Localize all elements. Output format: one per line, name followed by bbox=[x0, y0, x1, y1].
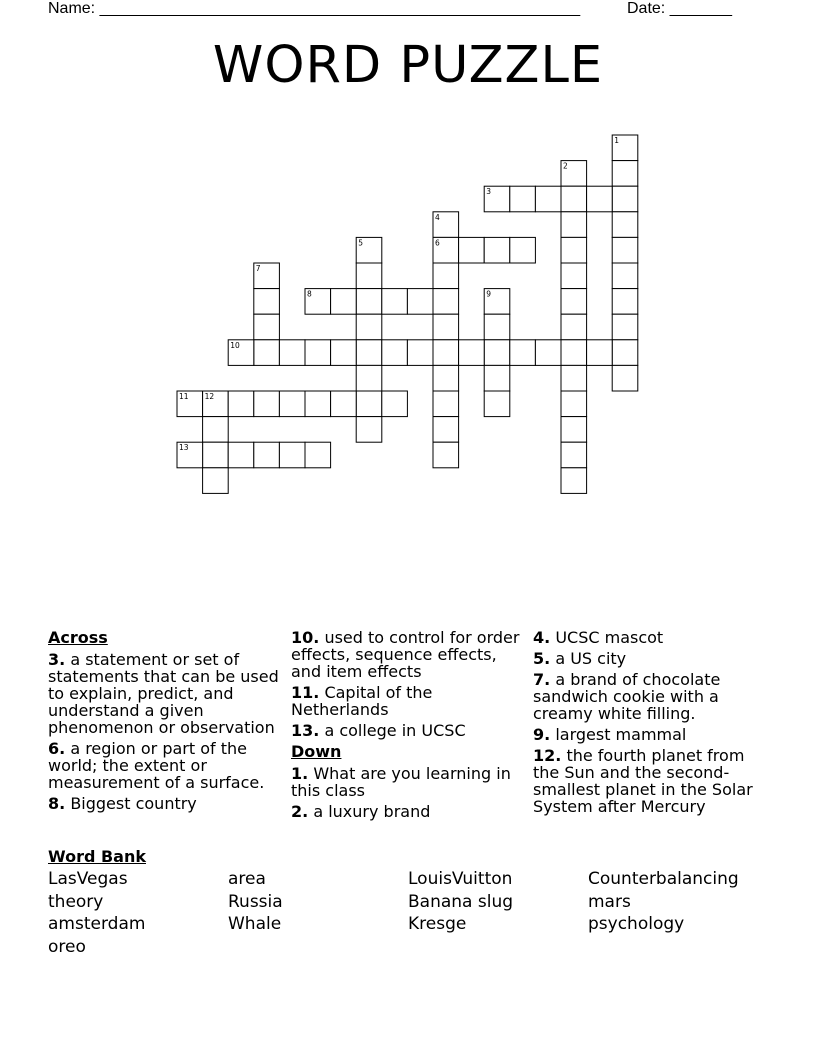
word-bank-item: LouisVuitton bbox=[408, 869, 513, 889]
grid-cell[interactable] bbox=[484, 391, 510, 417]
clue-text: a college in UCSC bbox=[324, 721, 466, 740]
clue-number: 13. bbox=[291, 721, 320, 740]
grid-cell[interactable] bbox=[305, 340, 331, 366]
grid-cell[interactable] bbox=[305, 391, 331, 417]
word-bank-item: psychology bbox=[588, 914, 685, 934]
clue-text: Capital of the Netherlands bbox=[291, 683, 433, 719]
clue-number: 12. bbox=[533, 746, 562, 765]
clue-down-5 bbox=[533, 650, 769, 667]
grid-cell[interactable] bbox=[510, 186, 536, 212]
clue-across-11 bbox=[291, 684, 527, 718]
grid-number: 8 bbox=[307, 289, 312, 299]
clue-across-10 bbox=[291, 629, 527, 680]
grid-cell[interactable] bbox=[356, 391, 382, 417]
word-bank-item: Counterbalancing bbox=[588, 869, 739, 889]
clue-text: a luxury brand bbox=[313, 802, 431, 821]
grid-cell[interactable] bbox=[407, 289, 433, 315]
word-bank-item: mars bbox=[588, 891, 631, 912]
grid-cell[interactable] bbox=[356, 314, 382, 340]
clue-number: 11. bbox=[291, 683, 320, 702]
word-bank-item: Russia bbox=[228, 891, 283, 912]
clue-number: 3. bbox=[48, 650, 66, 669]
down-heading: Down bbox=[291, 742, 342, 761]
grid-cell[interactable] bbox=[305, 442, 331, 468]
clue-text: a US city bbox=[555, 649, 627, 668]
word-bank-item: Whale bbox=[228, 914, 282, 934]
clues-column-1 bbox=[48, 629, 284, 816]
grid-cell[interactable] bbox=[356, 263, 382, 289]
clue-across-8 bbox=[48, 795, 284, 812]
grid-cell[interactable] bbox=[612, 186, 638, 212]
grid-cell[interactable] bbox=[228, 391, 254, 417]
clue-text: the fourth planet from the Sun and the second-smallest planet in the Solar System after Mercury bbox=[533, 746, 753, 816]
clue-number: 10. bbox=[291, 628, 320, 647]
clue-number: 8. bbox=[48, 794, 66, 813]
word-bank-item: Kresge bbox=[408, 914, 467, 934]
word-bank-list bbox=[48, 870, 768, 957]
grid-cell[interactable] bbox=[612, 161, 638, 187]
word-bank-heading: Word Bank bbox=[48, 847, 147, 866]
grid-cell[interactable] bbox=[612, 340, 638, 366]
clue-text: a region or part of the world; the extent or measurement of a surface. bbox=[48, 739, 265, 792]
clue-number: 4. bbox=[533, 628, 551, 647]
grid-cell[interactable] bbox=[561, 314, 587, 340]
clue-number: 1. bbox=[291, 764, 309, 783]
grid-cell[interactable] bbox=[433, 417, 459, 443]
grid-cell[interactable] bbox=[510, 237, 536, 263]
grid-cell[interactable] bbox=[459, 237, 485, 263]
grid-cell[interactable] bbox=[612, 289, 638, 315]
grid-cell[interactable] bbox=[433, 365, 459, 391]
grid-cell[interactable] bbox=[254, 391, 280, 417]
clue-text: UCSC mascot bbox=[555, 628, 664, 647]
grid-cell[interactable] bbox=[612, 263, 638, 289]
grid-cell[interactable] bbox=[407, 340, 433, 366]
word-bank-item: area bbox=[228, 869, 266, 889]
grid-cell[interactable] bbox=[433, 289, 459, 315]
clue-text: Biggest country bbox=[70, 794, 197, 813]
grid-cell[interactable] bbox=[561, 442, 587, 468]
grid-cell[interactable] bbox=[535, 186, 561, 212]
grid-cell[interactable] bbox=[356, 289, 382, 315]
word-bank-item: Banana slug bbox=[408, 891, 514, 912]
grid-cell[interactable] bbox=[612, 212, 638, 238]
clue-number: 9. bbox=[533, 725, 551, 744]
grid-number: 2 bbox=[563, 161, 568, 171]
word-bank-item: amsterdam bbox=[48, 914, 146, 934]
grid-cell[interactable] bbox=[279, 391, 305, 417]
grid-cell[interactable] bbox=[561, 340, 587, 366]
grid-cell[interactable] bbox=[459, 340, 485, 366]
grid-number: 5 bbox=[358, 238, 363, 248]
grid-cell[interactable] bbox=[612, 237, 638, 263]
grid-cell[interactable] bbox=[382, 289, 408, 315]
grid-number: 9 bbox=[486, 289, 491, 299]
clue-across-13 bbox=[291, 722, 527, 739]
grid-cell[interactable] bbox=[484, 365, 510, 391]
grid-cell[interactable] bbox=[331, 391, 357, 417]
grid-cell[interactable] bbox=[356, 417, 382, 443]
grid-cell[interactable] bbox=[203, 417, 229, 443]
clue-number: 5. bbox=[533, 649, 551, 668]
grid-cell[interactable] bbox=[433, 314, 459, 340]
grid-cell[interactable] bbox=[254, 340, 280, 366]
grid-number: 10 bbox=[230, 340, 240, 350]
grid-cell[interactable] bbox=[433, 391, 459, 417]
clue-down-1 bbox=[291, 765, 527, 799]
grid-cell[interactable] bbox=[561, 263, 587, 289]
grid-cell[interactable] bbox=[561, 468, 587, 494]
grid-cell[interactable] bbox=[279, 340, 305, 366]
grid-cell[interactable] bbox=[510, 340, 536, 366]
grid-cell[interactable] bbox=[561, 289, 587, 315]
grid-number: 6 bbox=[435, 238, 440, 248]
clue-number: 2. bbox=[291, 802, 309, 821]
clue-down-2 bbox=[291, 803, 527, 820]
grid-cell[interactable] bbox=[535, 340, 561, 366]
name-field-label: Name: ______________________________________________________ bbox=[48, 0, 581, 17]
grid-number: 12 bbox=[204, 392, 215, 401]
grid-cell[interactable] bbox=[561, 417, 587, 443]
clue-text: a statement or set of statements that can be used to explain, predict, and understand a given phenomenon or observation bbox=[48, 650, 279, 737]
grid-cell[interactable] bbox=[561, 391, 587, 417]
clue-text: used to control for order effects, sequence effects, and item effects bbox=[291, 628, 520, 681]
grid-cell[interactable] bbox=[254, 314, 280, 340]
word-bank bbox=[48, 847, 768, 957]
grid-cell[interactable] bbox=[228, 442, 254, 468]
grid-number: 11 bbox=[179, 392, 189, 401]
grid-cell[interactable] bbox=[484, 340, 510, 366]
grid-cell[interactable] bbox=[331, 340, 357, 366]
grid-cell[interactable] bbox=[254, 442, 280, 468]
grid-cell[interactable] bbox=[356, 340, 382, 366]
clue-down-4 bbox=[533, 629, 769, 646]
grid-cell[interactable] bbox=[203, 468, 229, 494]
grid-number: 3 bbox=[486, 187, 491, 197]
grid-cell[interactable] bbox=[433, 263, 459, 289]
grid-number: 7 bbox=[255, 264, 261, 273]
grid-cell[interactable] bbox=[356, 365, 382, 391]
grid-cell[interactable] bbox=[484, 314, 510, 340]
crossword-grid bbox=[0, 0, 816, 520]
grid-cell[interactable] bbox=[561, 212, 587, 238]
clue-number: 7. bbox=[533, 670, 551, 689]
across-heading: Across bbox=[48, 628, 108, 647]
grid-cell[interactable] bbox=[587, 340, 613, 366]
grid-cell[interactable] bbox=[587, 186, 613, 212]
grid-cell[interactable] bbox=[612, 314, 638, 340]
grid-cell[interactable] bbox=[484, 237, 510, 263]
clue-across-3 bbox=[48, 651, 284, 736]
page-title: WORD PUZZLE bbox=[212, 36, 604, 95]
grid-cell[interactable] bbox=[382, 340, 408, 366]
grid-number: 4 bbox=[435, 212, 440, 222]
grid-cell[interactable] bbox=[254, 289, 280, 315]
clue-text: a brand of chocolate sandwich cookie with a creamy white filling. bbox=[533, 670, 721, 723]
grid-cell[interactable] bbox=[433, 442, 459, 468]
grid-number: 1 bbox=[614, 136, 619, 145]
word-bank-item: theory bbox=[48, 891, 104, 912]
grid-cell[interactable] bbox=[433, 340, 459, 366]
clue-text: largest mammal bbox=[555, 725, 687, 744]
clue-number: 6. bbox=[48, 739, 66, 758]
clue-down-7 bbox=[533, 671, 769, 722]
grid-cell[interactable] bbox=[612, 365, 638, 391]
grid-cell[interactable] bbox=[561, 186, 587, 212]
date-field-label: Date: _______ bbox=[627, 0, 732, 17]
clue-text: What are you learning in this class bbox=[291, 764, 511, 800]
clues-column-2 bbox=[291, 629, 527, 824]
grid-cell[interactable] bbox=[561, 237, 587, 263]
clue-across-6 bbox=[48, 740, 284, 791]
word-bank-item: LasVegas bbox=[48, 869, 128, 889]
grid-cell[interactable] bbox=[561, 365, 587, 391]
grid-cell[interactable] bbox=[382, 391, 408, 417]
clue-down-9 bbox=[533, 726, 769, 743]
word-bank-item: oreo bbox=[48, 936, 86, 957]
clues-column-3 bbox=[533, 629, 769, 819]
grid-cell[interactable] bbox=[331, 289, 357, 315]
clue-down-12 bbox=[533, 747, 769, 815]
grid-cell[interactable] bbox=[203, 442, 229, 468]
grid-cell[interactable] bbox=[279, 442, 305, 468]
grid-number: 13 bbox=[179, 443, 189, 453]
